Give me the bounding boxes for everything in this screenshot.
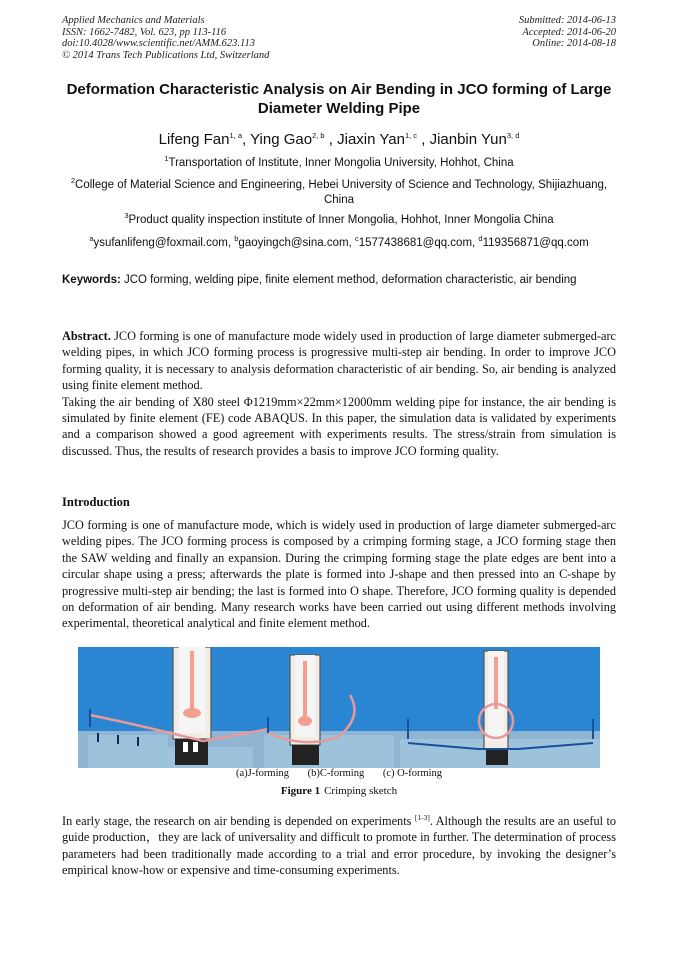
section-heading-introduction: Introduction — [62, 495, 130, 509]
journal-issn: ISSN: 1662-7482, Vol. 623, pp 113-116 — [62, 26, 227, 38]
submitted-date: Submitted: 2014-06-13 — [518, 15, 616, 26]
journal-copyright: © 2014 Trans Tech Publications Ltd, Switzerland — [62, 49, 270, 61]
author-list: Lifeng Fan$^{1, a}$, Ying Gao$^{2, b}$ , Jiaxin Yan$^{1, c}$ , Jianbin Yun$^{3, d}$ — [158, 131, 520, 148]
email: gaoyingch@sina.com, — [238, 237, 355, 249]
sublabel-b: (b)C-forming — [307, 768, 365, 779]
email: 1577438681@qq.com, — [358, 237, 479, 249]
author-name: Jiaxin Yan — [337, 131, 405, 148]
email: ysufanlifeng@foxmail.com, — [93, 237, 235, 249]
author-sup: 3, d — [506, 131, 520, 140]
body-paragraph-2: In early stage, the research on air bending is depended on experiments [1-3]. Although the results are an useful to guide production，they are lack of universality and difficult to promote in further. The determination of process parameters had been traditionally made according to a trial and error procedure, by invoking the designer’s empirical know-how or expensive and time-consuming experiments. — [62, 812, 617, 878]
panel-o-forming — [400, 651, 600, 768]
keywords — [62, 273, 616, 288]
crimping-sketch-image — [78, 647, 600, 768]
panel-j-forming — [88, 647, 268, 768]
figure-label: Figure 1 — [280, 785, 321, 797]
keywords-label: Keywords: — [62, 274, 121, 286]
author-name: Jianbin Yun — [429, 131, 507, 148]
author-sup: 1, c — [404, 131, 418, 140]
accepted-date: Accepted: 2014-06-20 — [522, 26, 616, 38]
keywords-text: JCO forming, welding pipe, finite element method, deformation characteristic, air bending — [120, 274, 577, 286]
email: 119356871@qq.com — [482, 237, 589, 249]
affiliation-2: $^2$College of Material Science and Engineering, Hebei University of Science and Technology, Shijiazhuang, China — [70, 176, 608, 206]
affiliation-3: $^3$Product quality inspection institute of Inner Mongolia, Hohhot, Inner Mongolia China — [124, 211, 554, 226]
sublabel-a: (a)J-forming — [235, 768, 290, 779]
figure-crimping-sketch — [78, 647, 600, 768]
journal-name: Applied Mechanics and Materials — [62, 15, 205, 26]
journal-doi: doi:10.4028/www.scientific.net/AMM.623.113 — [62, 38, 255, 49]
author-sup: 1, a — [229, 131, 243, 140]
author-name: Lifeng Fan — [158, 131, 230, 148]
figure-caption — [62, 785, 616, 797]
introduction-paragraph: JCO forming is one of manufacture mode, which is widely used in production of large diameter submerged-arc welding pipes. The JCO forming process is composed by a crimping forming stage, a JCO forming stage then the SAW welding and finally an expansion. During the crimping forming stage the plate edges are bent into a circular shape using a press; afterwards the plate is formed into J-shape and then pressed into an C-shape by progressive multi-step air bending; the last is formed into O shape. Therefore, JCO forming quality is depended on deformation of air bending. Many research works have been carried out using different methods involving experimental, theoretical analytical and finite element method. — [62, 518, 616, 631]
figure-sublabels — [62, 768, 616, 779]
journal-info — [62, 15, 269, 61]
panel-c-forming — [264, 655, 394, 768]
abstract-label: Abstract. — [62, 329, 111, 343]
citation-ref: [1-3] — [414, 812, 430, 822]
author-name: Ying Gao — [250, 131, 313, 148]
submission-dates — [519, 15, 616, 50]
abstract — [62, 328, 616, 459]
email-list: $^a$ysufanlifeng@foxmail.com, $^b$gaoyingch@sina.com, $^c$1577438681@qq.com, $^d$119356871@qq.com — [89, 234, 589, 249]
figure-caption-text: Crimping sketch — [324, 785, 398, 797]
author-sup: 2, b — [312, 131, 325, 140]
sublabel-c: (c) O-forming — [382, 768, 443, 779]
abstract-paragraph-1: Abstract. JCO forming is one of manufacture mode widely used in production of large diameter submerged-arc welding pipes, in which JCO forming process is progressive multi-step air bending. In order to improve JCO forming quality, it is necessary to analysis deformation characteristic of air bending. So, air bending is analyzed using finite element method. — [62, 329, 616, 393]
abstract-paragraph-2: Taking the air bending of X80 steel Φ1219mm×22mm×12000mm welding pipe for instance, the air bending is simulated by finite element (FE) code ABAQUS. In this paper, the simulation data is validated by experiments and a comparison showed a good agreement with experiments results. The stress/strain from simulation is discussed. Thus, the results of research provides a basis to improve JCO forming quality. — [62, 394, 616, 458]
online-date: Online: 2014-08-18 — [532, 38, 616, 49]
paper-title: Deformation Characteristic Analysis on Air Bending in JCO forming of Large Diameter Welding Pipe — [66, 81, 612, 117]
affiliation-1: $^1$Transportation of Institute, Inner Mongolia University, Hohhot, China — [164, 154, 514, 169]
